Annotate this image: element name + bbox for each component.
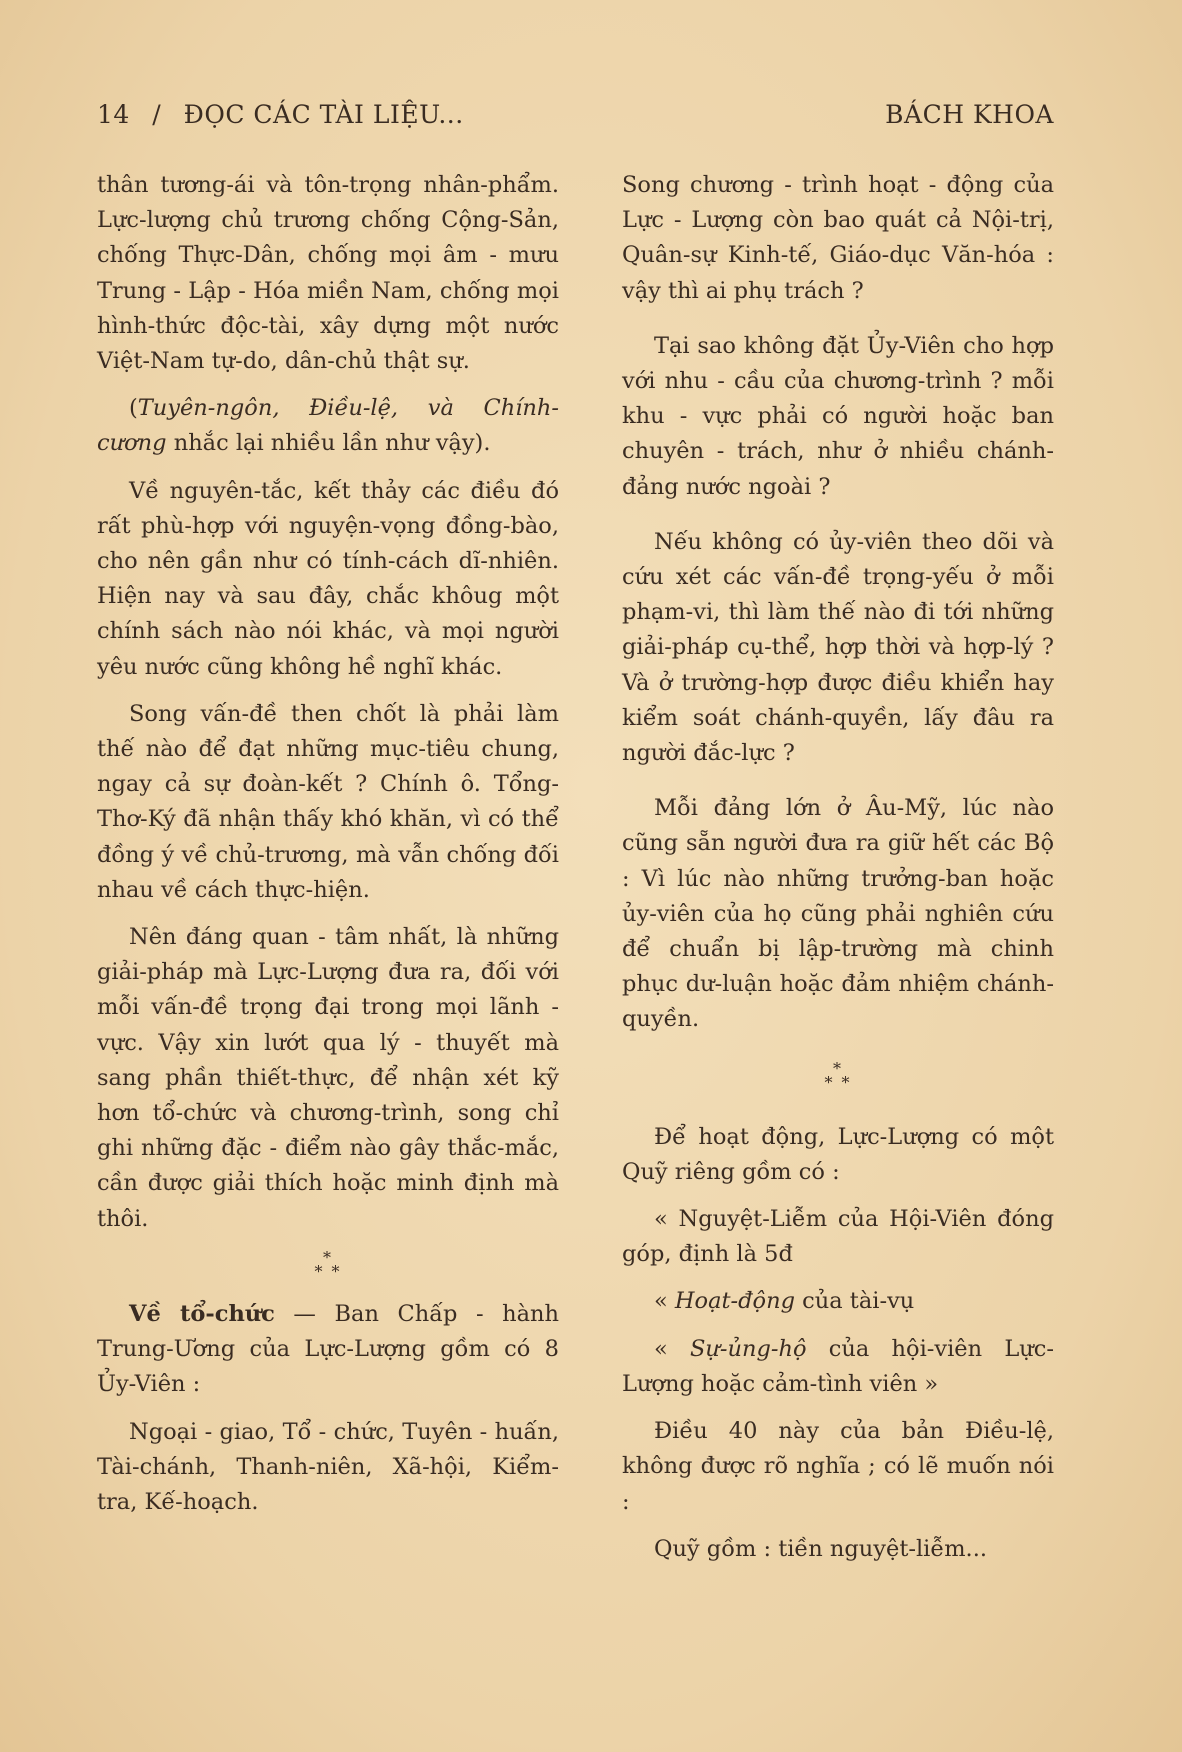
asterism-top: * bbox=[323, 1247, 333, 1267]
italic-term: Sự-ủng-hộ bbox=[690, 1335, 807, 1362]
section-heading: Về tổ-chức bbox=[129, 1300, 275, 1327]
italic-term: Hoạt-động bbox=[674, 1288, 795, 1315]
paragraph: Điều 40 này của bản Điều-lệ, không được rõ nghĩa ; có lẽ muốn nói : bbox=[622, 1418, 1054, 1515]
asterism-bottom: * * bbox=[314, 1261, 342, 1281]
italic-citation: Tuyên-ngôn, Điều-lệ, và Chính-cương bbox=[97, 395, 559, 457]
right-column bbox=[622, 168, 1054, 1579]
quote-mark: « bbox=[654, 1288, 675, 1315]
paragraph: Về nguyên-tắc, kết thảy các điều đó rất phù-hợp với nguyện-vọng đồng-bào, cho nên gần như có tính-cách dĩ-nhiên. Hiện nay và sau đây, chắc khôug một chính sách nào nói khác, và mọi người yêu nước cũng không hề nghĩ khác. bbox=[97, 477, 559, 680]
paragraph-text: — Ban Chấp - hành Trung-Ương của Lực-Lượng gồm có 8 Ủy-Viên : bbox=[97, 1300, 559, 1398]
page-number: 14 bbox=[97, 100, 130, 129]
paragraph bbox=[97, 391, 559, 461]
section-divider bbox=[622, 1058, 1054, 1092]
paragraph: Nếu không có ủy-viên theo dõi và cứu xét các vấn-đề trọng-yếu ở mỗi phạm-vi, thì làm thế nào đi tới những giải-pháp cụ-thể, hợp thời và hợp-lý ? Và ở trường-hợp được điều khiển hay kiểm soát chánh-quyền, lấy đâu ra người đắc-lực ? bbox=[622, 528, 1054, 767]
paragraph: Mỗi đảng lớn ở Âu-Mỹ, lúc nào cũng sẵn người đưa ra giữ hết các Bộ : Vì lúc nào những trưởng-ban hoặc ủy-viên của họ cũng phải nghiên cứu để chuẩn bị lập-trường mà chinh phục dư-luận hoặc đảm nhiệm chánh-quyền. bbox=[622, 795, 1054, 1033]
section-divider bbox=[97, 1247, 559, 1281]
running-header bbox=[97, 100, 1054, 140]
paragraph: Nên đáng quan - tâm nhất, là những giải-pháp mà Lực-Lượng đưa ra, đối với mỗi vấn-đề trọng đại trong mọi lãnh - vực. Vậy xin lướt qua lý - thuyết mà sang phần thiết-thực, để nhận xét kỹ hơn tổ-chức và chương-trình, song chỉ ghi những đặc - điểm nào gây thắc-mắc, cần được giải thích hoặc minh định mà thôi. bbox=[97, 924, 559, 1232]
paragraph: Để hoạt động, Lực-Lượng có một Quỹ riêng gồm có : bbox=[622, 1123, 1054, 1185]
quote-mark: « bbox=[654, 1335, 691, 1362]
paragraph: thân tương-ái và tôn-trọng nhân-phẩm. Lực-lượng chủ trương chống Cộng-Sản, chống Thực-Dân, chống mọi âm - mưu Trung - Lập - Hóa miền Nam, chống mọi hình-thức độc-tài, xây dựng một nước Việt-Nam tự-do, dân-chủ thật sự. bbox=[97, 172, 559, 375]
paragraph: Quỹ gồm : tiền nguyệt-liễm... bbox=[654, 1535, 987, 1562]
paragraph-text: của hội-viên Lực-Lượng hoặc cảm-tình viên » bbox=[622, 1335, 1054, 1397]
paragraph: Tại sao không đặt Ủy-Viên cho hợp với nhu - cầu của chương-trình ? mỗi khu - vực phải có người hoặc ban chuyên - trách, như ở nhiều chánh-đảng nước ngoài ? bbox=[622, 332, 1054, 500]
paragraph-text: nhắc lại nhiều lần như vậy). bbox=[166, 430, 491, 457]
paragraph: Song chương - trình hoạt - động của Lực - Lượng còn bao quát cả Nội-trị, Quân-sự Kinh-tế, Giáo-dục Văn-hóa : vậy thì ai phụ trách ? bbox=[622, 172, 1054, 304]
paragraph: « Nguyệt-Liễm của Hội-Viên đóng góp, định là 5đ bbox=[622, 1206, 1054, 1268]
asterism-bottom: * * bbox=[824, 1072, 852, 1092]
asterism-top: * bbox=[833, 1058, 843, 1078]
paren-open: ( bbox=[129, 395, 138, 422]
section-title: ĐỌC CÁC TÀI LIỆU... bbox=[183, 100, 464, 129]
paragraph: Ngoại - giao, Tổ - chức, Tuyên - huấn, Tài-chánh, Thanh-niên, Xã-hội, Kiểm-tra, Kế-hoạch. bbox=[97, 1418, 559, 1515]
paragraph bbox=[97, 1297, 559, 1403]
paragraph bbox=[622, 1332, 1054, 1402]
publication-title: BÁCH KHOA bbox=[885, 100, 1054, 129]
header-left bbox=[97, 100, 464, 129]
left-column bbox=[97, 168, 559, 1532]
paragraph bbox=[622, 1284, 1054, 1319]
paragraph-text: của tài-vụ bbox=[795, 1288, 915, 1315]
header-separator: / bbox=[152, 100, 162, 129]
paragraph: Song vấn-đề then chốt là phải làm thế nào để đạt những mục-tiêu chung, ngay cả sự đoàn-kết ? Chính ô. Tổng-Thơ-Ký đã nhận thấy khó khăn, vì có thể đồng ý về chủ-trương, mà vẫn chống đối nhau về cách thực-hiện. bbox=[97, 700, 559, 903]
